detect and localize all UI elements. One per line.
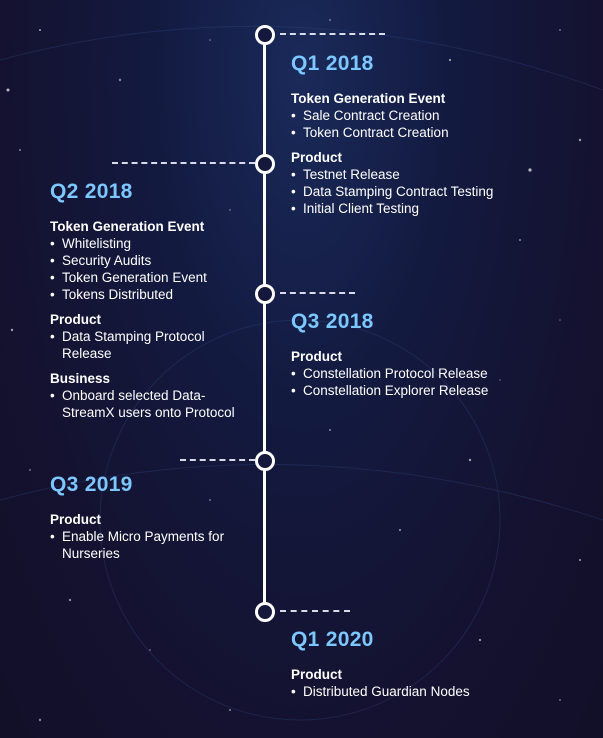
list-item: • Enable Micro Payments for Nurseries — [50, 528, 250, 562]
connector-q2-2018 — [112, 162, 255, 164]
timeline-node-q3-2018 — [255, 284, 275, 304]
list-item: • Initial Client Testing — [291, 200, 591, 217]
timeline-node-q3-2019 — [255, 451, 275, 471]
section-heading: Product — [291, 150, 343, 165]
connector-q3-2018 — [280, 292, 355, 294]
milestone-section — [291, 348, 591, 399]
milestone-section — [291, 666, 591, 700]
connector-q3-2019 — [180, 459, 255, 461]
list-item: • Tokens Distributed — [50, 286, 250, 303]
section-heading: Product — [50, 512, 102, 527]
section-heading: Token Generation Event — [50, 219, 205, 234]
list-item: • Security Audits — [50, 252, 250, 269]
list-item: • Constellation Protocol Release — [291, 365, 591, 382]
list-item: • Sale Contract Creation — [291, 107, 591, 124]
timeline-line — [263, 33, 266, 611]
timeline-node-q2-2018 — [255, 154, 275, 174]
milestone-q2-2018 — [50, 180, 250, 429]
milestone-section — [291, 90, 591, 141]
list-item: • Onboard selected Data-StreamX users onto Protocol — [50, 387, 250, 421]
milestone-section — [291, 149, 591, 217]
list-item: • Whitelisting — [50, 235, 250, 252]
list-item: • Testnet Release — [291, 166, 591, 183]
list-item: • Token Contract Creation — [291, 124, 591, 141]
timeline-node-q1-2020 — [255, 602, 275, 622]
list-item: • Distributed Guardian Nodes — [291, 683, 591, 700]
milestone-title: Q3 2018 — [291, 310, 374, 333]
section-heading: Product — [291, 349, 343, 364]
milestone-section — [50, 511, 250, 562]
connector-q1-2018 — [280, 33, 385, 35]
milestone-q1-2018 — [291, 52, 591, 225]
list-item: • Data Stamping Protocol Release — [50, 328, 250, 362]
list-item: • Constellation Explorer Release — [291, 382, 591, 399]
milestone-section — [50, 311, 250, 362]
milestone-title: Q2 2018 — [50, 180, 133, 203]
milestone-title: Q3 2019 — [50, 473, 133, 496]
milestone-title: Q1 2020 — [291, 628, 374, 651]
milestone-q3-2019 — [50, 473, 250, 570]
list-item: • Token Generation Event — [50, 269, 250, 286]
section-heading: Business — [50, 371, 111, 386]
milestone-section — [50, 218, 250, 303]
milestone-section — [50, 370, 250, 421]
milestone-title: Q1 2018 — [291, 52, 374, 75]
section-heading: Token Generation Event — [291, 91, 446, 106]
section-heading: Product — [50, 312, 102, 327]
milestone-q1-2020 — [291, 628, 591, 708]
list-item: • Data Stamping Contract Testing — [291, 183, 591, 200]
milestone-q3-2018 — [291, 310, 591, 407]
timeline-node-q1-2018 — [255, 25, 275, 45]
connector-q1-2020 — [280, 610, 350, 612]
section-heading: Product — [291, 667, 343, 682]
